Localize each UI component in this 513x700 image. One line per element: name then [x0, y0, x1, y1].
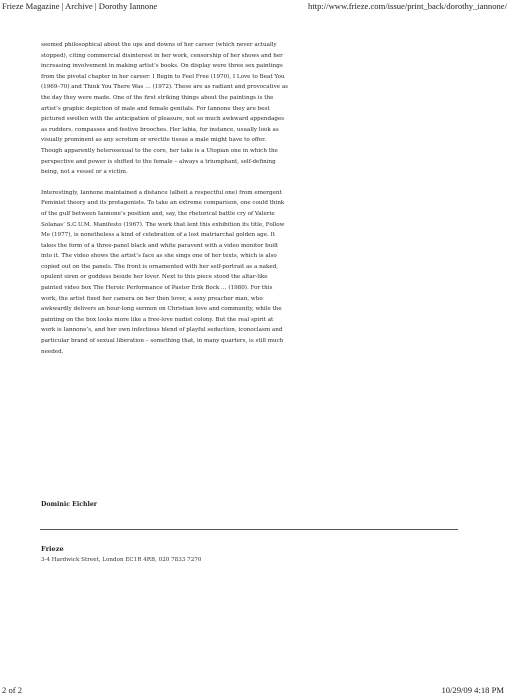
footer-divider [40, 529, 458, 530]
publisher-name: Frieze [41, 545, 64, 553]
publisher-address: 3-4 Hardwick Street, London EC1R 4RB, 020 7833 7270 [41, 557, 202, 563]
page-number: 2 of 2 [2, 685, 23, 695]
article-body [41, 40, 289, 357]
article-paragraph: seemed philosophical about the ups and downs of her career (which never actually stopped), citing commercial disinterest in her work, censorship of her shows and her increasing involvement in making artist’s books. On display were three sex paintings from the pivotal chapter in her career: I Begin to Feel Free (1970), I Love to Beat You (1969–70) and Think You There Was … (1972). These are as radiant and provocative as the day they were made. One of the first striking things about the paintings is the artist’s graphic depiction of male and female genitals. For Iannone they are best pictured swollen with the anticipation of pleasure, not so much awkward appendages as rudders, compasses and festive brooches. Her labia, for instance, usually look as visually prominent as any scrotum or erectile tissue a male might have to offer. Though apparently heterosexual to the core, her take is a Utopian one in which the perspective and power is shifted to the female – always a triumphant, self-defining being, not a vessel or a victim. [41, 42, 289, 176]
article-paragraph: Interestingly, Iannone maintained a distance (albeit a respectful one) from emergent Feminist theory and its protagonists. To take an extreme comparison, one could think of the gulf between Iannone’s position and, say, the rhetorical battle cry of Valerie Solanas’ S.C.U.M. Manifesto (1967). The work that lent this exhibition its title, Follow Me (1977), is nonetheless a kind of celebration of a lost matriarchal golden age. It takes the form of a three-panel black and white paravent with a video monitor built into it. The video shows the artist’s face as she sings one of her texts, which is also copied out on the panels. The front is ornamented with her self-portrait as a naked, opulent siren or goddess beside her lover. Next to this piece stood the altar-like painted video box The Heroic Performance of Pastor Erik Bock … (1980). For this work, the artist fixed her camera on her then lover, a sexy preacher man, who awkwardly delivers an hour-long sermon on Christian love and community, while the painting on the box looks more like a free-love nudist colony. But the real spirit at work is Iannone’s, and her own infectious blend of playful seduction, iconoclasm and particular brand of sexual liberation – something that, in many quarters, is still much needed. [41, 189, 285, 355]
page-url: http://www.frieze.com/issue/print_back/dorothy_iannone/ [308, 1, 507, 11]
author-name: Dominic Eichler [41, 501, 98, 508]
page-title: Frieze Magazine | Archive | Dorothy Iannone [2, 1, 158, 11]
print-header [2, 1, 507, 13]
print-datetime: 10/29/09 4:18 PM [441, 685, 504, 695]
